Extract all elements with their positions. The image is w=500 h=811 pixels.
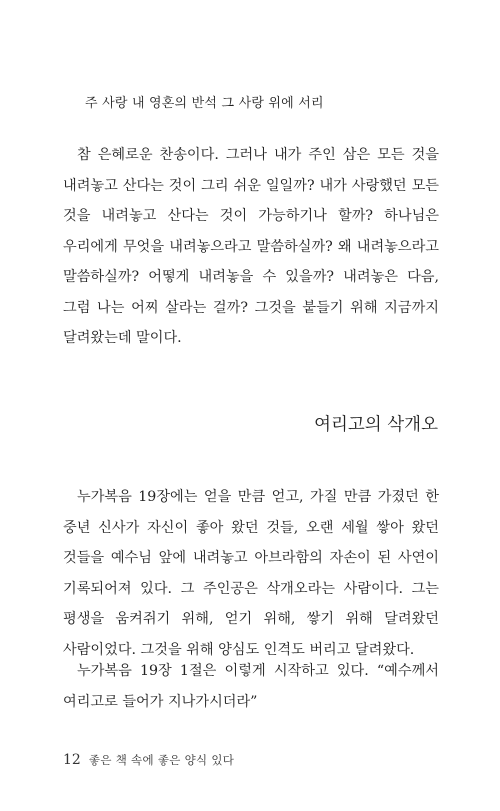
running-header: 주 사랑 내 영혼의 반석 그 사랑 위에 서리 [85,96,324,111]
page-number: 12 [63,752,81,768]
body-paragraph: 참 은혜로운 찬송이다. 그러나 내가 주인 삼은 모든 것을 내려놓고 산다는 것이 그리 쉬운 일일까? 내가 사랑했던 모든 것을 내려놓고 산다는 것이 가능하기나 할까? 하나님은 우리에게 무엇을 내려놓으라고 말씀하실까? 왜 내려놓으라고 말씀하실까? 어떻게 내려놓을 수 있을까? 내려놓은 다음, 그럼 나는 어찌 살라는 걸까? 그것을 붙들기 위해 지금까지 달려왔는데 말이다. [63,147,439,346]
footer-book-title: 좋은 책 속에 좋은 양식 있다 [88,753,235,767]
page-footer [63,749,234,768]
body-paragraph: 누가복음 19장 1절은 이렇게 시작하고 있다. “예수께서 여리고로 들어가 지나가시더라” [63,663,439,710]
body-paragraph: 누가복음 19장에는 얻을 만큼 얻고, 가질 만큼 가졌던 한 중년 신사가 자신이 좋아 왔던 것들, 오랜 세월 쌓아 왔던 것들을 예수님 앞에 내려놓고 아브라함의 자손이 된 사연이 기록되어져 있다. 그 주인공은 삭개오라는 사람이다. 그는 평생을 움켜쥐기 위해, 얻기 위해, 쌓기 위해 달려왔던 사람이었다. 그것을 위해 양심도 인격도 버리고 달려왔다. [63,489,439,658]
section-title: 여리고의 삭개오 [314,415,438,435]
